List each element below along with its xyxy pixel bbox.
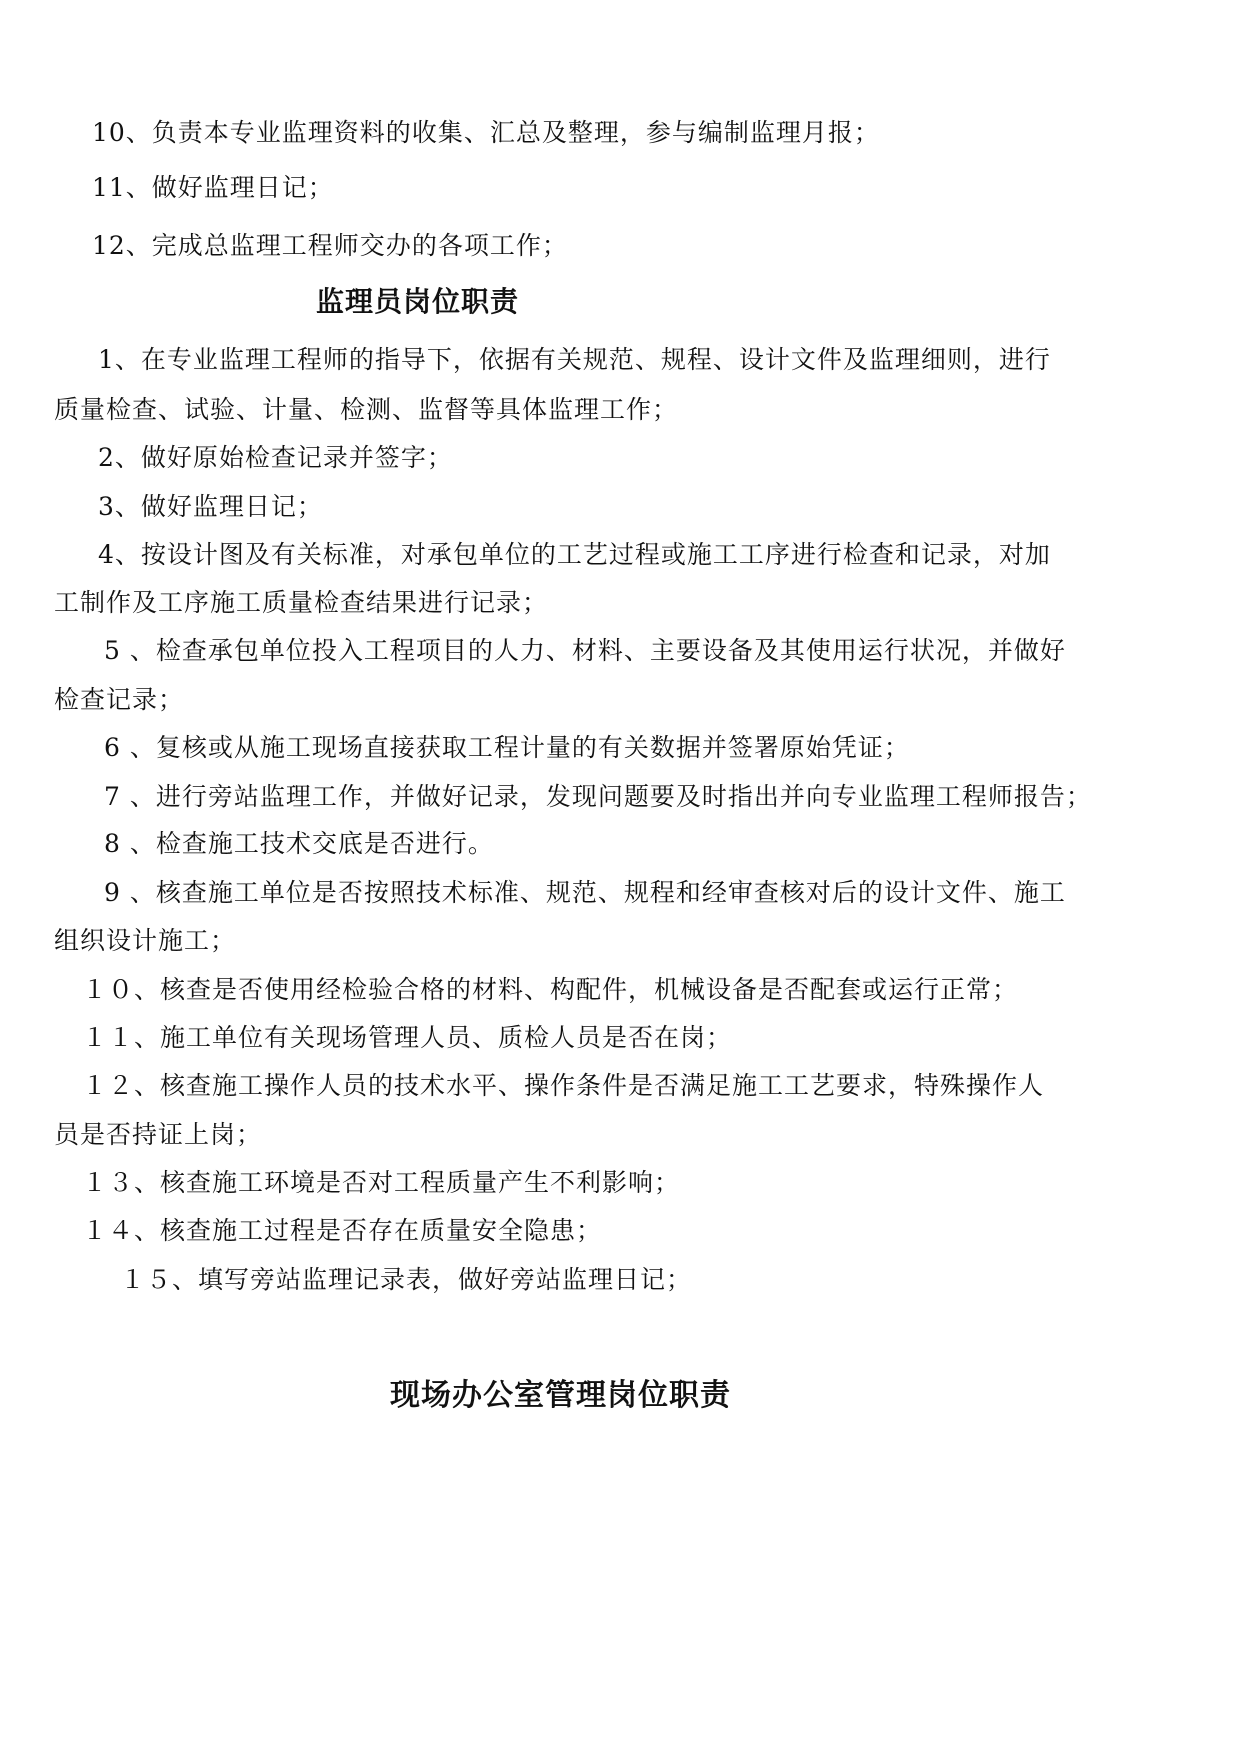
inspector-line-1-cont: 质量检查、试验、计量、检测、监督等具体监理工作； [54, 395, 679, 424]
inspector-line-5-cont: 检查记录； [54, 685, 185, 714]
inspector-line-4-cont: 工制作及工序施工质量检查结果进行记录； [54, 588, 549, 617]
inspector-line-3: 3、做好监理日记； [98, 492, 323, 521]
inspector-line-1: 1、在专业监理工程师的指导下，依据有关规范、规程、设计文件及监理细则，进行 [98, 345, 1051, 374]
inspector-line-14: １４、核查施工过程是否存在质量安全隐患； [82, 1216, 603, 1245]
inspector-line-9-cont: 组织设计施工； [54, 926, 237, 955]
inspector-line-10: １０、核查是否使用经检验合格的材料、构配件，机械设备是否配套或运行正常； [82, 975, 1019, 1004]
inspector-line-6: 6 、复核或从施工现场直接获取工程计量的有关数据并签署原始凭证； [104, 733, 910, 762]
inspector-line-15: １５、填写旁站监理记录表，做好旁站监理日记； [120, 1265, 693, 1294]
inspector-section-title: 监理员岗位职责 [316, 285, 520, 318]
inspector-line-12-cont: 员是否持证上岗； [54, 1120, 263, 1149]
inspector-line-4: 4、按设计图及有关标准，对承包单位的工艺过程或施工工序进行检查和记录，对加 [98, 540, 1051, 569]
inspector-line-7: 7 、进行旁站监理工作，并做好记录，发现问题要及时指出并向专业监理工程师报告； [104, 782, 1092, 811]
office-section-title: 现场办公室管理岗位职责 [390, 1378, 731, 1413]
inspector-line-11: １１、施工单位有关现场管理人员、质检人员是否在岗； [82, 1023, 733, 1052]
duty-item-11: 11、做好监理日记； [92, 173, 334, 202]
inspector-line-2: 2、做好原始检查记录并签字； [98, 443, 453, 472]
inspector-line-5: 5 、检查承包单位投入工程项目的人力、材料、主要设备及其使用运行状况，并做好 [104, 636, 1066, 665]
duty-item-12: 12、完成总监理工程师交办的各项工作； [92, 231, 568, 260]
inspector-line-8: 8 、检查施工技术交底是否进行。 [104, 829, 494, 858]
inspector-line-13: １３、核查施工环境是否对工程质量产生不利影响； [82, 1168, 681, 1197]
inspector-line-12: １２、核查施工操作人员的技术水平、操作条件是否满足施工工艺要求，特殊操作人 [82, 1071, 1045, 1100]
duty-item-10: 10、负责本专业监理资料的收集、汇总及整理，参与编制监理月报； [92, 118, 880, 147]
inspector-line-9: 9 、核查施工单位是否按照技术标准、规范、规程和经审查核对后的设计文件、施工 [104, 878, 1066, 907]
